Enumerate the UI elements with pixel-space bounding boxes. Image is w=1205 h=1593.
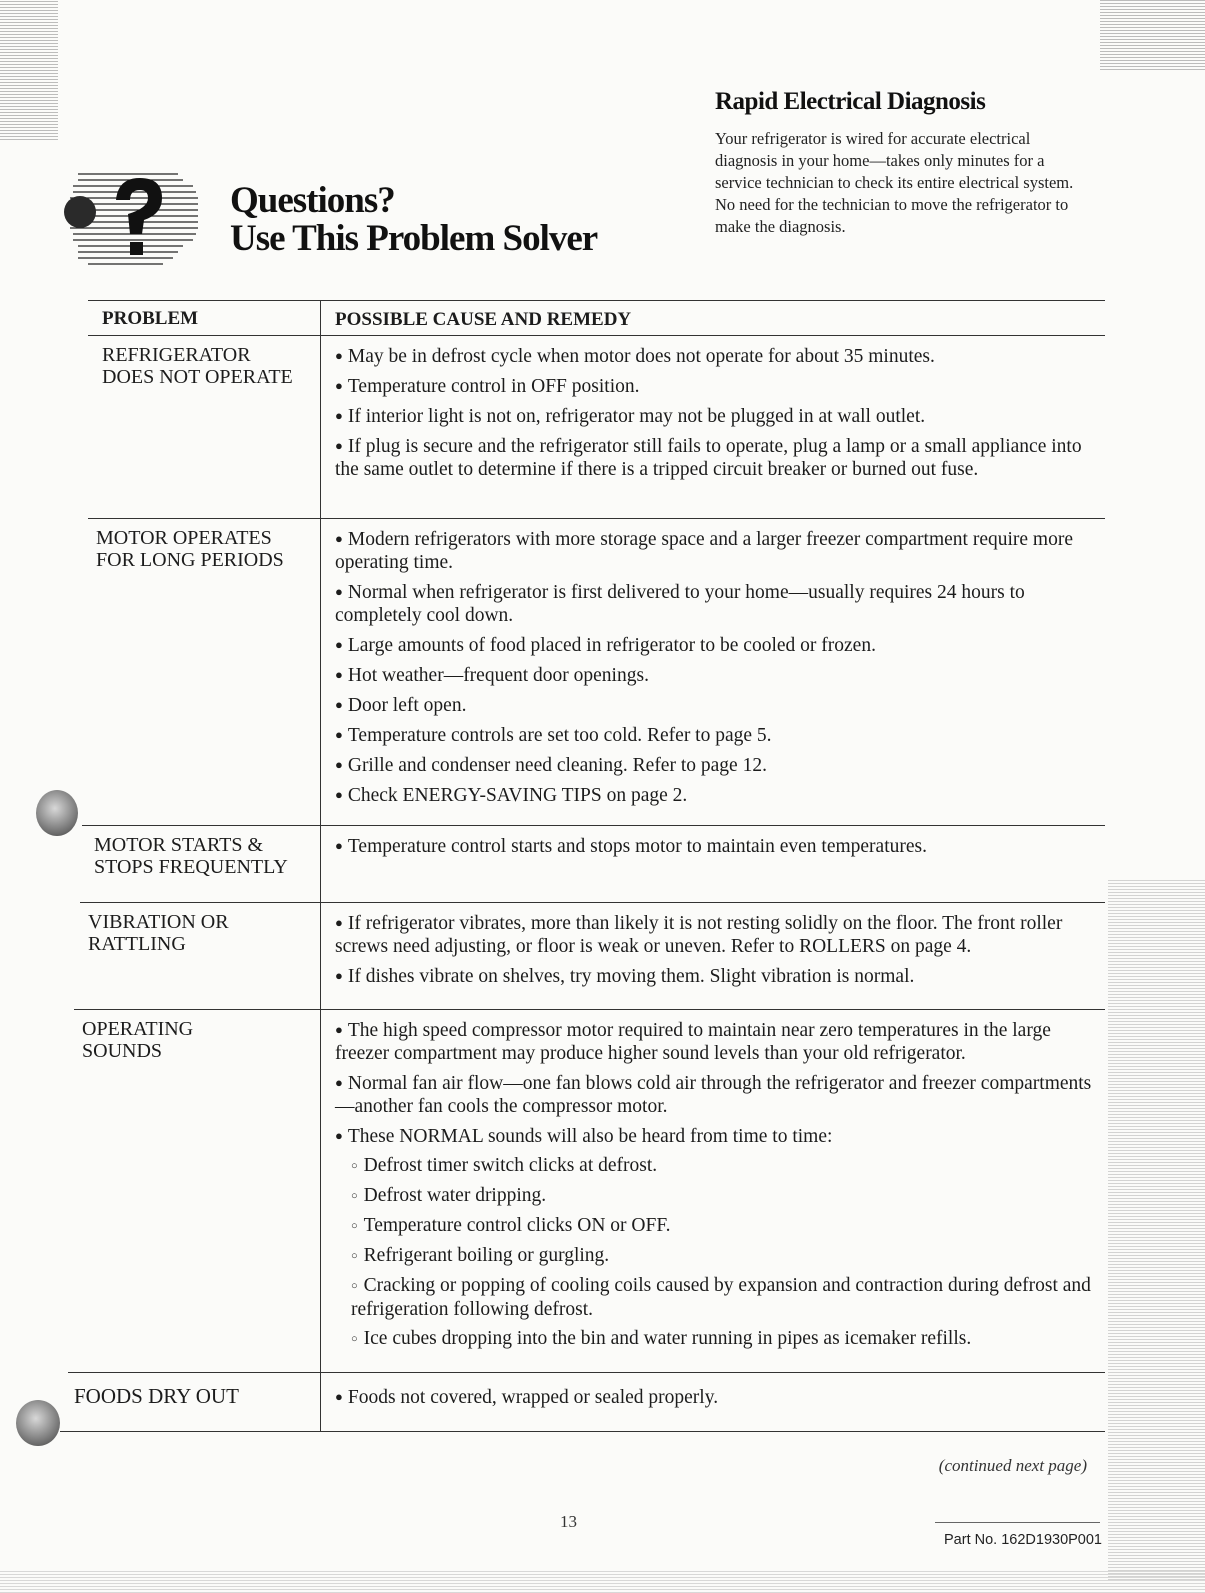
remedy-text: These NORMAL sounds will also be heard from time to time: (347, 1126, 833, 1147)
header-problem: PROBLEM (88, 301, 321, 335)
remedy-cell (321, 903, 1105, 1009)
bullet-icon: ○ (351, 1280, 358, 1292)
remedy-item (335, 1018, 1093, 1065)
problem-cell (60, 1373, 321, 1431)
problem-label: OPERATING (82, 1018, 194, 1040)
bullet-icon: ● (335, 667, 343, 682)
remedy-item (335, 580, 1093, 627)
problem-label: DOES NOT OPERATE (102, 366, 293, 388)
remedy-text: If interior light is not on, refrigerator may not be plugged in at wall outlet. (347, 406, 926, 427)
remedy-sub-item (351, 1154, 1093, 1178)
remedy-text: If plug is secure and the refrigerator still fails to operate, plug a lamp or a small appliance into the same outlet to determine if there is a tripped circuit breaker or burned out fuse. (335, 436, 1082, 480)
table-row (88, 336, 1105, 519)
remedy-text: Defrost timer switch clicks at defrost. (363, 1155, 658, 1176)
remedy-text: Grille and condenser need cleaning. Refer to page 12. (347, 755, 767, 776)
problem-label: REFRIGERATOR (102, 344, 251, 366)
bullet-icon: ● (335, 378, 343, 393)
bullet-icon: ● (335, 757, 343, 772)
header-remedy: POSSIBLE CAUSE AND REMEDY (335, 309, 632, 330)
remedy-sub-item (351, 1214, 1093, 1238)
remedy-text: Large amounts of food placed in refrigerator to be cooled or frozen. (347, 635, 876, 656)
bullet-icon: ○ (351, 1190, 358, 1202)
bullet-icon: ● (335, 697, 343, 712)
remedy-item (335, 374, 1093, 398)
bullet-icon: ● (335, 727, 343, 742)
rapid-diagnosis-heading: Rapid Electrical Diagnosis (715, 88, 986, 115)
bullet-icon: ● (335, 531, 343, 546)
punch-hole-icon (16, 1400, 60, 1446)
part-number-rule (935, 1522, 1100, 1523)
question-mark-icon (58, 160, 218, 272)
title-line-2: Use This Problem Solver (230, 218, 598, 259)
bullet-icon: ● (335, 438, 343, 453)
remedy-cell (321, 519, 1105, 825)
scan-artifact-bottom (0, 1570, 1205, 1593)
part-number: Part No. 162D1930P001 (944, 1532, 1102, 1548)
remedy-sub-item (351, 1327, 1093, 1351)
bullet-icon: ● (335, 1128, 343, 1143)
remedy-item (335, 1385, 1093, 1409)
remedy-cell (321, 826, 1105, 902)
table-row (68, 1010, 1105, 1373)
scan-artifact-right (1100, 0, 1205, 70)
page-title (230, 182, 597, 258)
rapid-diagnosis-section (715, 88, 1075, 238)
table-header (88, 300, 1105, 336)
problem-label: MOTOR STARTS & (94, 834, 264, 856)
bullet-icon: ● (335, 348, 343, 363)
remedy-text: Foods not covered, wrapped or sealed properly. (347, 1387, 719, 1408)
remedy-sub-item (351, 1274, 1093, 1321)
remedy-cell (321, 1373, 1105, 1431)
remedy-item (335, 723, 1093, 747)
bullet-icon: ● (335, 408, 343, 423)
problem-cell (82, 519, 321, 825)
scan-artifact-left (0, 0, 58, 140)
bullet-icon: ● (335, 1389, 343, 1404)
remedy-text: Hot weather—frequent door openings. (347, 665, 649, 686)
bullet-icon: ● (335, 1022, 343, 1037)
remedy-item (335, 404, 1093, 428)
remedy-item (335, 527, 1093, 574)
remedy-text: Modern refrigerators with more storage space and a larger freezer compartment require more operating time. (335, 529, 1073, 573)
remedy-text: Cracking or popping of cooling coils caused by expansion and contraction during defrost and refrigeration following defrost. (351, 1275, 1091, 1320)
remedy-text: Temperature control starts and stops motor to maintain even temperatures. (347, 836, 927, 857)
remedy-text: If dishes vibrate on shelves, try moving them. Slight vibration is normal. (347, 966, 915, 987)
remedy-item (335, 1124, 1093, 1148)
remedy-text: If refrigerator vibrates, more than likely it is not resting solidly on the floor. The front roller screws need adjusting, or floor is weak or uneven. Refer to ROLLERS on page 4. (335, 913, 1063, 957)
bullet-icon: ● (335, 637, 343, 652)
problem-cell (74, 903, 321, 1009)
bullet-icon: ● (335, 915, 343, 930)
remedy-item (335, 834, 1093, 858)
table-row (74, 903, 1105, 1010)
table-row (82, 519, 1105, 826)
bullet-icon: ● (335, 584, 343, 599)
page-number: 13 (560, 1512, 577, 1531)
remedy-text: The high speed compressor motor required to maintain near zero temperatures in the large freezer compartment may produce higher sound levels than your old refrigerator. (335, 1020, 1051, 1064)
remedy-item (335, 783, 1093, 807)
bullet-icon: ○ (351, 1220, 358, 1232)
bullet-icon: ● (335, 838, 343, 853)
remedy-item (335, 753, 1093, 777)
remedy-sub-item (351, 1184, 1093, 1208)
remedy-sub-item (351, 1244, 1093, 1268)
continued-note: (continued next page) (938, 1456, 1087, 1475)
remedy-item (335, 434, 1093, 481)
problem-label: FOR LONG PERIODS (96, 549, 284, 571)
table-row (80, 826, 1105, 903)
remedy-text: Temperature control in OFF position. (347, 376, 640, 397)
remedy-text: Refrigerant boiling or gurgling. (363, 1245, 610, 1266)
remedy-text: Defrost water dripping. (363, 1185, 547, 1206)
problem-label: SOUNDS (82, 1040, 163, 1062)
bullet-icon: ○ (351, 1160, 358, 1172)
remedy-text: Normal fan air flow—one fan blows cold air through the refrigerator and freezer compartments—another fan cools the compressor motor. (335, 1073, 1092, 1117)
bullet-icon: ○ (351, 1333, 358, 1345)
problem-label: FOODS DRY OUT (74, 1384, 239, 1408)
bullet-icon: ○ (351, 1250, 358, 1262)
remedy-item (335, 663, 1093, 687)
problem-solver-table (60, 300, 1105, 1432)
remedy-item (335, 1071, 1093, 1118)
remedy-text: Door left open. (347, 695, 467, 716)
remedy-text: May be in defrost cycle when motor does not operate for about 35 minutes. (347, 346, 935, 367)
bullet-icon: ● (335, 1075, 343, 1090)
remedy-item (335, 693, 1093, 717)
remedy-text: Temperature controls are set too cold. Refer to page 5. (347, 725, 772, 746)
bullet-icon: ● (335, 787, 343, 802)
title-line-1: Questions? (230, 180, 395, 221)
remedy-item (335, 633, 1093, 657)
bullet-icon: ● (335, 968, 343, 983)
scan-artifact-right-lower (1108, 880, 1205, 1580)
remedy-item (335, 911, 1093, 958)
problem-label: RATTLING (88, 933, 186, 955)
rapid-diagnosis-body: Your refrigerator is wired for accurate electrical diagnosis in your home—takes only minutes for a service technician to check its entire electrical system. No need for the technician to move the refrigerator to make the diagnosis. (715, 129, 1074, 236)
problem-label: VIBRATION OR (88, 911, 229, 933)
remedy-text: Normal when refrigerator is first delivered to your home—usually requires 24 hours to completely cool down. (335, 582, 1025, 626)
table-row (60, 1373, 1105, 1432)
problem-label: STOPS FREQUENTLY (94, 856, 288, 878)
remedy-cell (321, 1010, 1105, 1372)
remedy-item (335, 964, 1093, 988)
remedy-cell (321, 336, 1105, 518)
remedy-item (335, 344, 1093, 368)
problem-cell (88, 336, 321, 518)
remedy-text: Check ENERGY-SAVING TIPS on page 2. (347, 785, 688, 806)
remedy-text: Temperature control clicks ON or OFF. (363, 1215, 671, 1236)
problem-cell (68, 1010, 321, 1372)
problem-label: MOTOR OPERATES (96, 527, 272, 549)
remedy-text: Ice cubes dropping into the bin and water running in pipes as icemaker refills. (363, 1328, 972, 1349)
problem-cell (80, 826, 321, 902)
